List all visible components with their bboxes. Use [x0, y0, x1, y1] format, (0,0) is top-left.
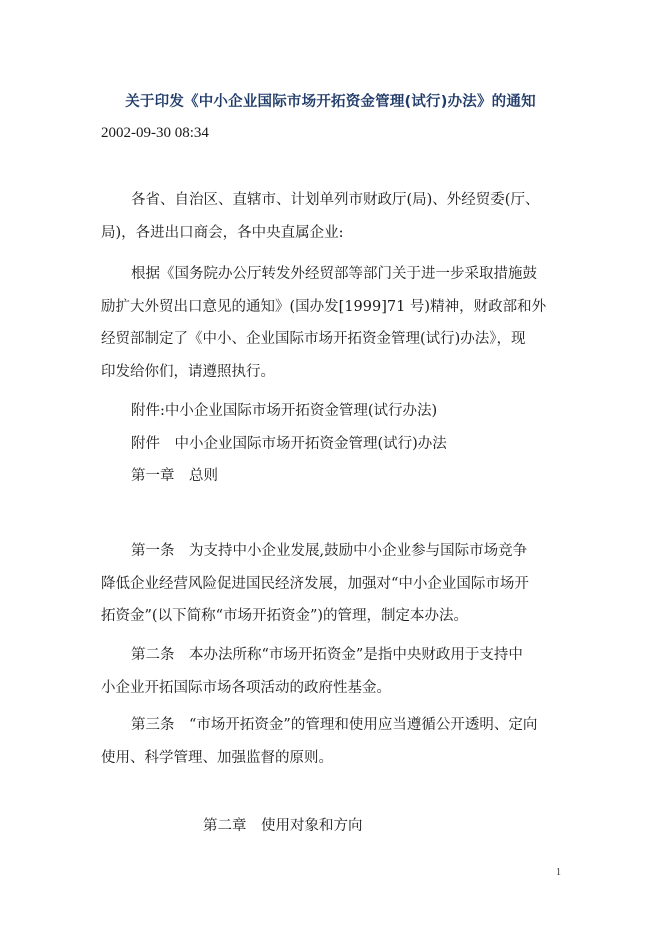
- salutation-line: 局)，各进出口商会，各中央直属企业:: [101, 224, 344, 241]
- intro-paragraph: [101, 258, 565, 388]
- article-line: 第一条 为支持中小企业发展,鼓励中小企业参与国际市场竞争: [131, 543, 528, 559]
- attachment-note: 附件:中小企业国际市场开拓资金管理(试行办法): [131, 403, 438, 419]
- page-number: 1: [556, 867, 561, 878]
- intro-line: 励扩大外贸出口意见的通知》(国办发[1999]71 号)精神，财政部和外: [101, 298, 547, 315]
- salutation-line: 各省、自治区、直辖市、计划单列市财政厅(局)、外经贸委(厅、: [131, 192, 540, 208]
- article-line: 使用、科学管理、加强监督的原则。: [101, 749, 333, 766]
- article-line: 降低企业经营风险促进国民经济发展，加强对“中小企业国际市场开: [101, 575, 529, 592]
- intro-line: 印发给你们，请遵照执行。: [101, 363, 275, 380]
- salutation-paragraph: [101, 184, 565, 249]
- article-line: 第二条 本办法所称“市场开拓资金”是指中央财政用于支持中: [131, 647, 523, 663]
- article-line: 第三条 “市场开拓资金”的管理和使用应当遵循公开透明、定向: [131, 717, 538, 733]
- article-2: [101, 639, 565, 704]
- article-line: 小企业开拓国际市场各项活动的政府性基金。: [101, 679, 391, 696]
- intro-line: 根据《国务院办公厅转发外经贸部等部门关于进一步采取措施鼓: [131, 266, 537, 282]
- article-3: [101, 709, 565, 774]
- publish-date: 2002-09-30 08:34: [101, 125, 209, 141]
- article-1: [101, 535, 565, 633]
- attachment-block: [101, 395, 565, 493]
- intro-line: 经贸部制定了《中小、企业国际市场开拓资金管理(试行)办法》，现: [101, 331, 526, 347]
- document-title: 关于印发《中小企业国际市场开拓资金管理(试行)办法》的通知: [125, 94, 536, 110]
- attachment-title: 附件 中小企业国际市场开拓资金管理(试行)办法: [131, 435, 447, 452]
- article-line: 拓资金”(以下简称“市场开拓资金”)的管理，制定本办法。: [101, 608, 469, 624]
- chapter-2-heading: 第二章 使用对象和方向: [203, 818, 363, 834]
- chapter-1-heading: 第一章 总则: [131, 468, 218, 484]
